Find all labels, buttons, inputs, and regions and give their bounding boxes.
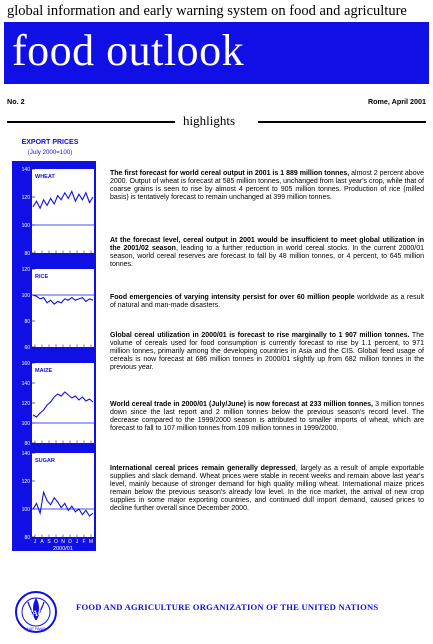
logo-motto: FIAT PANIS [26,627,46,631]
month-label: D [68,539,72,545]
plot-area [32,453,94,537]
paragraph-lead: Global cereal utilization in 2000/01 is forecast to rise marginally to 1 907 million tonnes. [110,332,410,339]
y-tick-label: 140 [21,167,30,173]
month-label: J [33,539,37,545]
export-prices-title: EXPORT PRICES [21,139,79,146]
month-label: S [47,539,51,545]
y-tick-label: 80 [24,251,30,257]
paragraph-body: , leading to a further reduction in world cereal stocks. In the current 2000/01 season, world cereal reserves are forecast to fall by 48 million tonnes, or 4 percent, to 645 million tonnes. [110,245,424,269]
plot-area [32,363,94,443]
highlight-paragraph [110,170,424,202]
highlight-paragraph [110,237,424,269]
paragraph-body: 3 million tonnes down since the last report and 2 million tonnes below the previous season's record level. The decrease compared to the 1999/2000 season is attributed to smaller imports of wheat, which are forecast to fall to 107 million tonnes from 109 million tonnes in 1999/2000. [110,401,424,433]
y-tick-label: 140 [21,381,30,387]
paragraph-lead: International cereal prices remain generally depressed [110,465,296,472]
y-tick-label: 80 [24,535,30,541]
y-tick-label: 120 [21,401,30,407]
paragraph-body: almost 2 percent above 2000. Output of wheat is forecast at 585 million tonnes, unchanged from last year's crop, while that of coarse grains is seen to rise by almost 4 percent to 905 million tonnes. Production of rice (milled basis) is tentatively forecast to remain unchanged at 399 million tonnes. [110,170,424,202]
y-tick-label: 120 [21,267,30,273]
plot-area [32,169,94,253]
rule-right [258,121,426,123]
y-tick-label: 100 [21,421,30,427]
paragraph-body: , largely as a result of ample exportable supplies and slack demand. Wheat prices were stable in recent weeks and remain above last year's level, mainly because of stronger demand for high quality milling wheat. International maize prices remain below the previous season's already low level. In the rice market, the arrival of new crop supplies in some major exporting countries, and continued dull import demand, caused prices to decline further overall since December 2000. [110,465,424,513]
chart-title: SUGAR [35,458,55,464]
highlight-paragraph [110,401,424,433]
month-label: J [75,539,79,545]
month-label: F [82,539,86,545]
paragraph-lead: Food emergencies of varying intensity persist for over 60 million people [110,294,355,301]
place-date: Rome, April 2001 [367,97,426,106]
organization-name: FOOD AND AGRICULTURE ORGANIZATION OF THE UNITED NATIONS [76,602,379,612]
y-tick-label: 100 [21,507,30,513]
month-label: M [88,539,94,545]
y-tick-label: 100 [21,223,30,229]
footer [14,590,433,634]
month-label: A [40,539,44,545]
y-tick-label: 100 [21,293,30,299]
period-label: 2000/01 [53,546,73,551]
highlight-paragraph [110,332,424,372]
publication-title: food outlook [12,26,245,75]
system-name: global information and early warning system on food and agriculture [7,3,407,19]
paragraph-lead: The first forecast for world cereal output in 2001 is 1 889 million tonnes, [110,170,350,177]
y-tick-label: 80 [24,319,30,325]
export-prices-subtitle: (July 2000=100) [27,149,73,156]
y-tick-label: 160 [21,361,30,367]
issue-number: No. 2 [7,97,25,106]
chart-title: RICE [35,274,49,280]
paragraph-lead: At the forecast level, cereal output in 2001 would be insufficient to meet global utilization in the 2001/02 season [110,237,424,253]
paragraph-body: worldwide as a result of natural and man-made disasters. [110,294,424,310]
fao-logo-icon [14,590,58,634]
logo-text: FAO [27,609,45,618]
rule-left [7,121,175,123]
highlight-paragraph [110,465,424,514]
paragraph-body: The volume of cereals used for food consumption is currently forecast to rise by 1.1 percent, to 971 million tonnes, primarily among the developing countries in Asia and the CIS. Global feed usage of cereals is now forecast at 686 million tonnes in 2000/01 slightly up from 682 million tonnes in the previous year. [110,332,424,372]
y-tick-label: 120 [21,195,30,201]
chart-title: WHEAT [35,174,55,180]
y-tick-label: 60 [24,345,30,351]
highlight-paragraph [110,294,424,310]
y-tick-label: 80 [24,441,30,447]
y-tick-label: 120 [21,479,30,485]
section-heading: highlights [183,113,236,128]
charts-svg [12,161,96,551]
title-banner [4,22,429,84]
plot-area [32,269,94,347]
chart-title: MAIZE [35,368,53,374]
export-price-charts [12,161,96,551]
y-tick-label: 140 [21,451,30,457]
month-label: N [61,539,65,545]
paragraph-lead: World cereal trade in 2000/01 (July/June) is now forecast at 233 million tonnes, [110,401,373,408]
month-label: O [54,539,58,545]
